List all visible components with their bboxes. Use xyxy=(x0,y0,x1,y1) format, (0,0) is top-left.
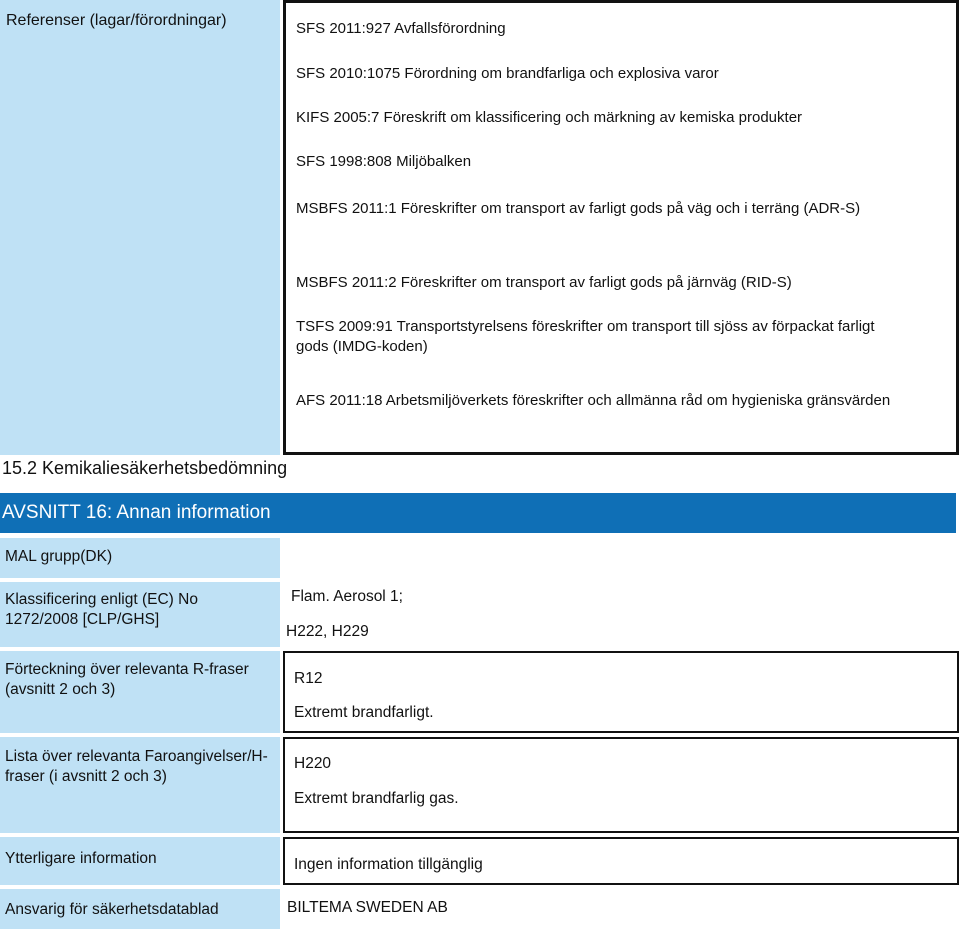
h-phrases-label: Lista över relevanta Faroangivelser/H-fraser (i avsnitt 2 och 3) xyxy=(0,737,280,833)
reference-item: AFS 2011:18 Arbetsmiljöverkets föreskrifter och allmänna råd om hygieniska gränsvärden xyxy=(296,392,891,409)
classification-value: Flam. Aerosol 1; xyxy=(291,588,403,605)
subsection-heading: 15.2 Kemikaliesäkerhetsbedömning xyxy=(2,458,288,478)
responsible-value: BILTEMA SWEDEN AB xyxy=(287,899,448,916)
r-phrase-code: R12 xyxy=(294,670,323,687)
responsible-label: Ansvarig för säkerhetsdatablad xyxy=(0,889,280,929)
section-16-title: AVSNITT 16: Annan information xyxy=(0,493,956,533)
additional-info-value: Ingen information tillgänglig xyxy=(283,837,959,885)
r-phrases-label: Förteckning över relevanta R-fraser (avsnitt 2 och 3) xyxy=(0,651,280,733)
reference-item: SFS 2010:1075 Förordning om brandfarliga och explosiva varor xyxy=(296,65,719,82)
r-phrase-text: Extremt brandfarligt. xyxy=(294,704,434,721)
h-phrase-code: H220 xyxy=(294,755,332,772)
h-phrases-box xyxy=(283,737,959,833)
reference-item: MSBFS 2011:2 Föreskrifter om transport av farligt gods på järnväg (RID-S) xyxy=(296,274,792,291)
h-phrase-text: Extremt brandfarlig gas. xyxy=(294,790,459,807)
group-label: MAL grupp(DK) xyxy=(0,538,280,578)
references-box xyxy=(283,0,959,455)
hazard-statements: H222, H229 xyxy=(286,623,369,640)
references-label: Referenser (lagar/förordningar) xyxy=(0,0,280,455)
reference-item: SFS 1998:808 Miljöbalken xyxy=(296,153,472,170)
reference-item: TSFS 2009:91 Transportstyrelsens föreskrifter om transport till sjöss av förpackat farligt gods (IMDG-koden) xyxy=(296,318,875,355)
reference-item: SFS 2011:927 Avfallsförordning xyxy=(296,20,506,37)
classification-label: Klassificering enligt (EC) No 1272/2008 [CLP/GHS] xyxy=(0,582,280,647)
reference-item: KIFS 2005:7 Föreskrift om klassificering och märkning av kemiska produkter xyxy=(296,109,803,126)
r-phrases-box xyxy=(283,651,959,733)
reference-item: MSBFS 2011:1 Föreskrifter om transport av farligt gods på väg och i terräng (ADR-S) xyxy=(296,200,861,217)
additional-info-label: Ytterligare information xyxy=(0,837,280,885)
